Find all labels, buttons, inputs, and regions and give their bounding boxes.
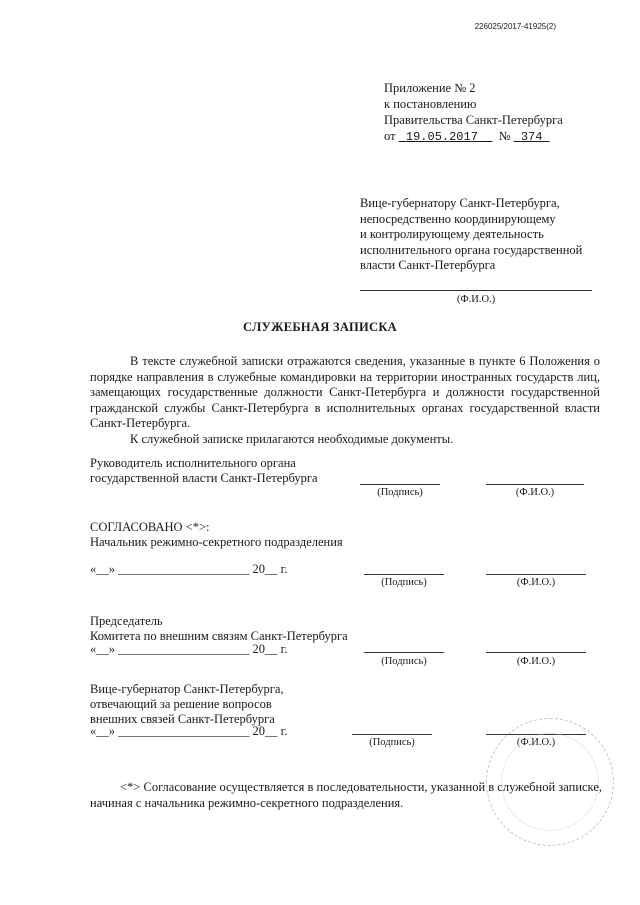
addressee-line: и контролирующему деятельность: [360, 227, 544, 241]
addressee-line: исполнительного органа государственной: [360, 242, 583, 257]
head-fio-label: (Ф.И.О.): [515, 487, 555, 498]
annex-number-prefix: №: [498, 129, 511, 143]
footnote: [90, 780, 602, 811]
addressee-line: Вице-губернатору Санкт-Петербурга,: [360, 196, 560, 210]
chairman-fio-line: [486, 652, 586, 653]
head-signature-line: [360, 484, 440, 485]
head-signature-title: Руководитель исполнительного органа государственной власти Санкт-Петербурга: [90, 456, 318, 485]
agreed-signature-label: (Подпись): [381, 577, 427, 588]
agreed-position: Начальник режимно-секретного подразделения: [90, 535, 343, 549]
agreed-date-field: «__» _____________________ 20__ г.: [90, 562, 288, 576]
addressee-block: [360, 196, 620, 274]
vice-signature-line: [352, 734, 432, 735]
addressee-fio-line: [360, 290, 592, 291]
memo-body: [90, 354, 600, 447]
chairman-date-field: «__» _____________________ 20__ г.: [90, 642, 288, 656]
head-signature-label: (Подпись): [377, 487, 423, 498]
chairman-fio-label: (Ф.И.О.): [516, 656, 556, 667]
agreed-label: СОГЛАСОВАНО <*>:: [90, 520, 210, 534]
addressee-line: власти Санкт-Петербурга: [360, 258, 496, 272]
head-fio-line: [486, 484, 584, 485]
annex-header: [384, 80, 563, 145]
document-id: 226025/2017-41925(2): [474, 22, 556, 31]
vice-governor-date-field: «__» _____________________ 20__ г.: [90, 724, 288, 738]
chairman-block: Председатель Комитета по внешним связям Санкт-Петербурга: [90, 614, 348, 643]
annex-date: 19.05.2017: [405, 130, 478, 144]
agreed-fio-line: [486, 574, 586, 575]
agreed-fio-label: (Ф.И.О.): [516, 577, 556, 588]
memo-paragraph-2: К служебной записке прилагаются необходимые документы.: [130, 431, 454, 446]
chairman-signature-label: (Подпись): [381, 656, 427, 667]
addressee-fio-label: (Ф.И.О.): [456, 294, 496, 305]
vice-signature-label: (Подпись): [369, 737, 415, 748]
memo-paragraph-1: В тексте служебной записки отражаются сведения, указанные в пункте 6 Положения о порядке направления в служебные командировки на территории иностранных государств лиц, замещающих государственные должности Санкт-Петербурга и должности государственной гражданской службы Санкт-Петербурга в исполнительных органах государственной власти Санкт-Петербурга.: [90, 354, 600, 430]
annex-from-prefix: от: [384, 129, 396, 143]
annex-line-1: Приложение № 2: [384, 81, 476, 95]
agreed-block: [90, 520, 343, 550]
annex-line-3: Правительства Санкт-Петербурга: [384, 113, 563, 127]
annex-date-number: [384, 128, 563, 145]
vice-governor-block: Вице-губернатор Санкт-Петербурга, отвечающий за решение вопросов внешних связей Санкт-Петербурга: [90, 682, 284, 726]
vice-fio-label: (Ф.И.О.): [516, 737, 556, 748]
document-title: СЛУЖЕБНАЯ ЗАПИСКА: [242, 320, 398, 334]
footnote-text: <*> Согласование осуществляется в последовательности, указанной в служебной записке, начиная с начальника режимно-секретного подразделения.: [90, 780, 602, 810]
agreed-signature-line: [364, 574, 444, 575]
addressee-line: непосредственно координирующему: [360, 211, 556, 226]
annex-line-2: к постановлению: [384, 97, 477, 111]
chairman-signature-line: [364, 652, 444, 653]
annex-number: 374: [520, 130, 543, 144]
